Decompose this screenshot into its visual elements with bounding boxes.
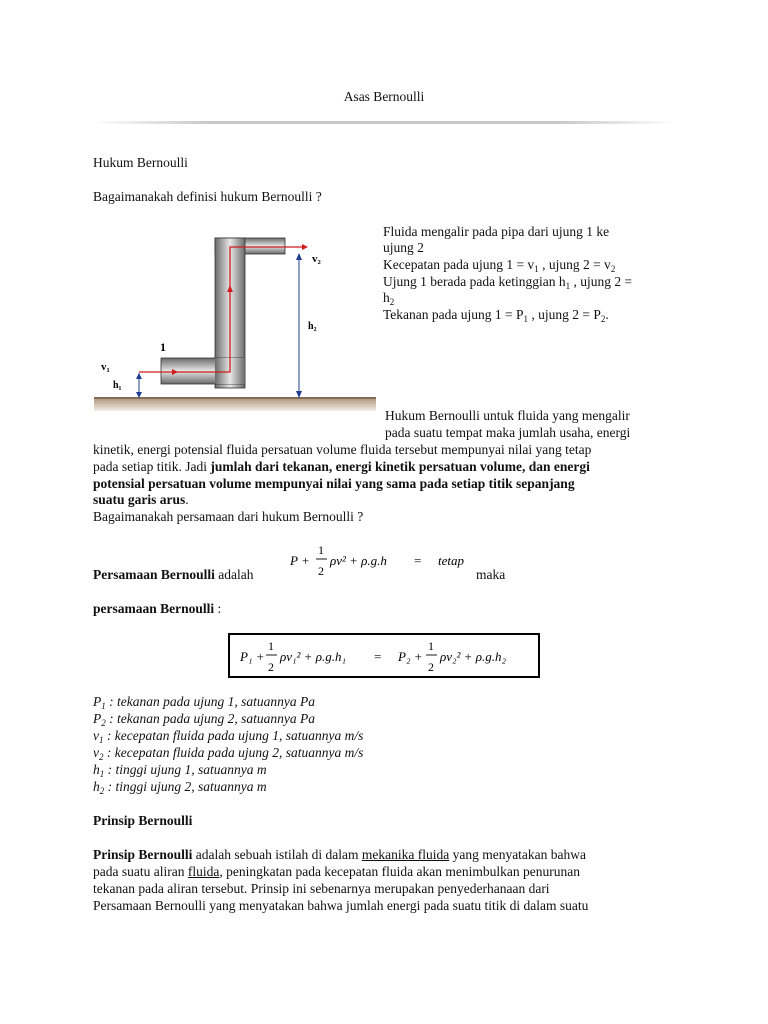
- paragraph-line-5: potensial persatuan volume mempunyai nilai yang sama pada setiap titik sepanjang: [93, 476, 575, 491]
- formula1-rest: ρv² + ρ.g.h: [330, 553, 387, 568]
- text-segment: , peningkatan pada kecepatan fluida akan menimbulkan penurunan: [219, 864, 580, 879]
- symbol: h: [93, 779, 100, 794]
- question-equation: Bagaimanakah persamaan dari hukum Bernoulli ?: [93, 509, 364, 524]
- right-text-line-1: Fluida mengalir pada pipa dari ujung 1 ke: [383, 224, 610, 239]
- formula1-rhs: tetap: [438, 553, 464, 568]
- arrow-v2-icon: [302, 244, 308, 250]
- paragraph-line-4: [93, 459, 590, 476]
- text-segment: h: [383, 290, 390, 305]
- symbol: P: [93, 694, 102, 709]
- bold-segment: Prinsip Bernoulli: [93, 847, 193, 862]
- subscript: 1: [99, 769, 105, 779]
- subscript: 2: [101, 718, 106, 728]
- pipe-diagram: [94, 232, 376, 418]
- bold-segment: jumlah dari tekanan, energi kinetik persatuan volume, dan energi: [210, 459, 590, 474]
- subscript: 1: [101, 701, 106, 711]
- definition-text: : tekanan pada ujung 2, satuannya Pa: [105, 711, 315, 726]
- text-segment: pada suatu aliran: [93, 864, 188, 879]
- subscript: 2: [600, 314, 606, 324]
- right-text-line-2: ujung 2: [383, 240, 424, 255]
- symbol: v: [93, 728, 99, 743]
- subscript: 1: [523, 314, 529, 324]
- text-segment: yang menyatakan bahwa: [449, 847, 587, 862]
- label-h2: h₂: [308, 321, 317, 332]
- text-segment: .: [185, 492, 189, 507]
- subscript: 1: [565, 281, 571, 291]
- prinsip-line-1: [93, 847, 586, 864]
- formula2-num-2: 1: [428, 639, 434, 653]
- formula2-den-2: 2: [428, 660, 434, 674]
- link-mekanika-fluida[interactable]: mekanika fluida: [361, 847, 450, 862]
- paragraph-line-1: Hukum Bernoulli untuk fluida yang mengalir: [385, 408, 630, 423]
- subscript: 2: [99, 786, 105, 796]
- subscript: 2: [99, 752, 104, 762]
- bold-segment: persamaan Bernoulli: [93, 601, 215, 616]
- formula2-mid-1: ρv₁² + ρ.g.h₁: [280, 649, 346, 664]
- formula2-eq: =: [374, 649, 382, 664]
- right-text-line-4: [383, 274, 632, 295]
- paragraph-line-3: kinetik, energi potensial fluida persatuan volume fluida tersebut mempunyai nilai yang tetap: [93, 442, 592, 457]
- text-segment: , ujung 2 =: [570, 274, 633, 289]
- bold-segment: suatu garis arus: [93, 492, 186, 507]
- right-text-line-6: [383, 307, 609, 328]
- equation-intro: [93, 567, 253, 584]
- document-title: Asas Bernoulli: [343, 89, 425, 104]
- heading-hukum-bernoulli: Hukum Bernoulli: [93, 155, 188, 170]
- symbol: v: [93, 745, 99, 760]
- paragraph-line-6: [93, 492, 189, 509]
- text-segment: pada setiap titik. Jadi: [93, 459, 211, 474]
- formula1-lhs: P +: [290, 553, 310, 568]
- formula2-p2: P₂ +: [398, 649, 423, 664]
- label-v1: v₁: [101, 361, 110, 373]
- label-v2: v₂: [312, 253, 321, 265]
- h2-arrow-top-icon: [296, 253, 302, 260]
- formula2-mid-2: ρv₂² + ρ.g.h₂: [440, 649, 506, 664]
- prinsip-line-4: Persamaan Bernoulli yang menyatakan bahwa jumlah energi pada suatu titik di dalam suatu: [93, 898, 589, 913]
- definition-text: : kecepatan fluida pada ujung 1, satuannya m/s: [103, 728, 364, 743]
- equation-maka: maka: [476, 567, 506, 582]
- formula1-den: 2: [318, 564, 324, 578]
- text-segment: .: [605, 307, 609, 322]
- text-segment: adalah sebuah istilah di dalam: [192, 847, 362, 862]
- question-definition: Bagaimanakah definisi hukum Bernoulli ?: [93, 189, 322, 204]
- formula2-den-1: 2: [268, 660, 274, 674]
- definition-text: : tinggi ujung 1, satuannya m: [104, 762, 267, 777]
- prinsip-line-3: tekanan pada aliran tersebut. Prinsip ini sebenarnya merupakan penyederhanaan dari: [93, 881, 550, 896]
- label-1: 1: [160, 340, 166, 354]
- subscript: 1: [99, 735, 104, 745]
- symbol: P: [93, 711, 102, 726]
- h2-arrow-bottom-icon: [296, 391, 302, 398]
- subscript: 1: [534, 264, 539, 274]
- persamaan-label: [93, 601, 221, 618]
- label-h1: h₁: [113, 380, 122, 391]
- formula-bernoulli-full: [232, 636, 538, 676]
- text-segment: :: [214, 601, 222, 616]
- definition-text: : tekanan pada ujung 1, satuannya Pa: [105, 694, 315, 709]
- text-segment: adalah: [214, 567, 254, 582]
- formula2-num-1: 1: [268, 639, 274, 653]
- definition-text: : kecepatan fluida pada ujung 2, satuannya m/s: [103, 745, 364, 760]
- prinsip-line-2: [93, 864, 580, 881]
- text-segment: , ujung 2 = P: [528, 307, 601, 322]
- text-segment: , ujung 2 = v: [538, 257, 611, 272]
- subscript: 2: [610, 264, 616, 274]
- symbol: h: [93, 762, 100, 777]
- text-segment: Kecepatan pada ujung 1 = v: [383, 257, 535, 272]
- link-fluida[interactable]: fluida: [187, 864, 220, 879]
- ground: [94, 397, 376, 411]
- paragraph-line-2: pada suatu tempat maka jumlah usaha, energi: [385, 425, 631, 440]
- h1-arrow-top-icon: [136, 373, 142, 379]
- heading-prinsip-bernoulli: Prinsip Bernoulli: [93, 813, 193, 828]
- formula-bernoulli-short: [286, 540, 486, 584]
- definition-h2: [93, 779, 267, 800]
- text-segment: Ujung 1 berada pada ketinggian h: [383, 274, 566, 289]
- subscript: 2: [389, 297, 395, 307]
- formula2-p1: P₁ +: [240, 649, 265, 664]
- formula1-eq: =: [414, 553, 422, 568]
- formula1-num: 1: [318, 543, 324, 557]
- header-divider: [92, 121, 676, 124]
- text-segment: Tekanan pada ujung 1 = P: [383, 307, 524, 322]
- bold-segment: Persamaan Bernoulli: [93, 567, 215, 582]
- definition-text: : tinggi ujung 2, satuannya m: [104, 779, 267, 794]
